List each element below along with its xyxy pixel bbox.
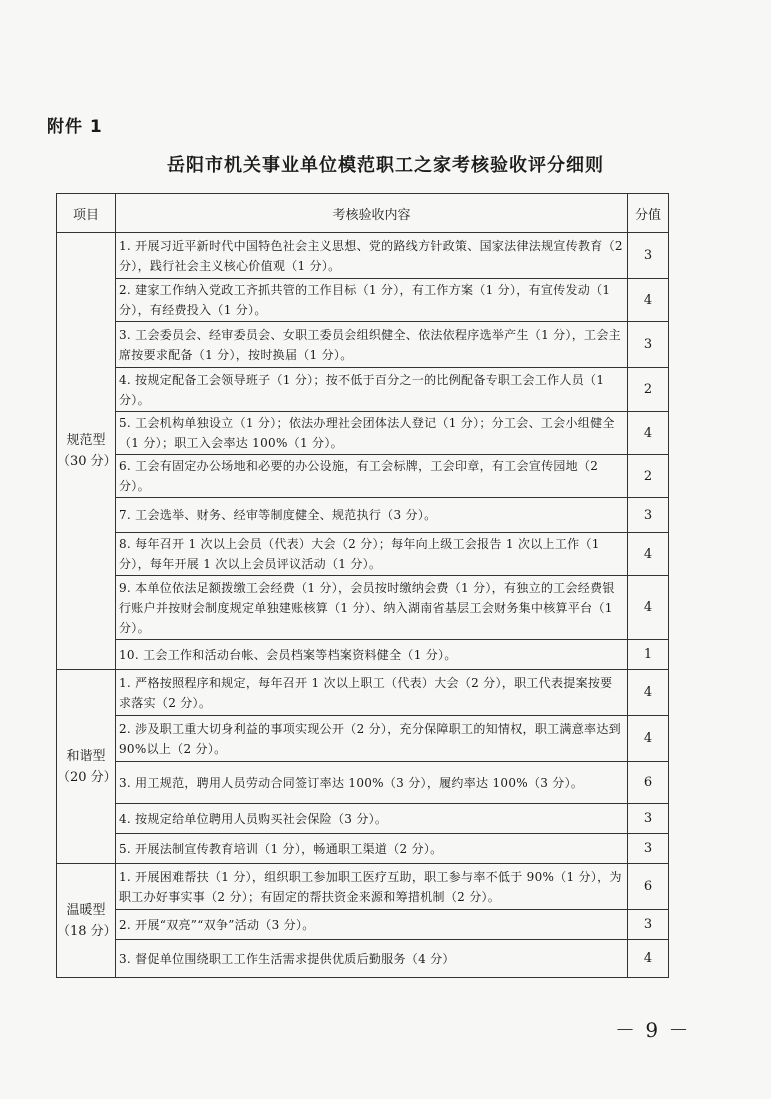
criteria-text: 2. 涉及职工重大切身利益的事项实现公开（2 分），充分保障职工的知情权，职工满意率达到 90%以上（2 分）。 <box>116 716 628 762</box>
scoring-table <box>56 193 669 978</box>
table-row <box>57 498 669 533</box>
criteria-text: 2. 开展“双亮”“双争”活动（3 分）。 <box>116 910 628 940</box>
score-value: 3 <box>628 322 669 368</box>
table-row <box>57 716 669 762</box>
score-value: 4 <box>628 716 669 762</box>
criteria-text: 10. 工会工作和活动台帐、会员档案等档案资料健全（1 分）。 <box>116 640 628 670</box>
score-value: 3 <box>628 804 669 834</box>
section-points: （20 分） <box>57 769 117 785</box>
criteria-text: 4. 按规定给单位聘用人员购买社会保险（3 分）。 <box>116 804 628 834</box>
score-value: 4 <box>628 576 669 640</box>
table-row <box>57 640 669 670</box>
score-value: 4 <box>628 412 669 455</box>
score-value: 6 <box>628 864 669 910</box>
document-title: 岳阳市机关事业单位模范职工之家考核验收评分细则 <box>167 155 604 176</box>
score-value: 4 <box>628 670 669 716</box>
score-value: 1 <box>628 640 669 670</box>
table-row <box>57 368 669 412</box>
header-score: 分值 <box>628 194 669 233</box>
table-row <box>57 233 669 279</box>
table-row <box>57 834 669 864</box>
criteria-text: 7. 工会选举、财务、经审等制度健全、规范执行（3 分）。 <box>116 498 628 533</box>
score-value: 2 <box>628 455 669 498</box>
table-row <box>57 412 669 455</box>
section-points: （18 分） <box>57 923 117 939</box>
section-cell <box>57 864 116 978</box>
table-row <box>57 576 669 640</box>
score-value: 3 <box>628 233 669 279</box>
page-number: － 9 － <box>615 1018 691 1042</box>
criteria-text: 1. 严格按照程序和规定，每年召开 1 次以上职工（代表）大会（2 分），职工代表提案按要求落实（2 分）。 <box>116 670 628 716</box>
score-value: 3 <box>628 498 669 533</box>
table-row <box>57 455 669 498</box>
table-row <box>57 762 669 804</box>
header-item: 项目 <box>57 194 116 233</box>
table-row <box>57 804 669 834</box>
criteria-text: 8. 每年召开 1 次以上会员（代表）大会（2 分）；每年向上级工会报告 1 次以上工作（1 分），每年开展 1 次以上会员评议活动（1 分）。 <box>116 533 628 576</box>
score-value: 4 <box>628 940 669 978</box>
section-name: 和谐型 <box>66 748 106 764</box>
criteria-text: 6. 工会有固定办公场地和必要的办公设施，有工会标牌，工会印章，有工会宣传园地（2 分）。 <box>116 455 628 498</box>
section-cell <box>57 670 116 864</box>
table-header-row <box>57 194 669 233</box>
score-value: 2 <box>628 368 669 412</box>
criteria-text: 3. 工会委员会、经审委员会、女职工委员会组织健全、依法依程序选举产生（1 分），工会主席按要求配备（1 分），按时换届（1 分）。 <box>116 322 628 368</box>
table-row <box>57 670 669 716</box>
table-row <box>57 322 669 368</box>
score-value: 3 <box>628 834 669 864</box>
score-value: 6 <box>628 762 669 804</box>
section-name: 规范型 <box>66 433 106 448</box>
criteria-text: 4. 按规定配备工会领导班子（1 分）；按不低于百分之一的比例配备专职工会工作人员（1 分）。 <box>116 368 628 412</box>
attachment-label: 附件 1 <box>47 117 103 137</box>
score-value: 4 <box>628 533 669 576</box>
table-row <box>57 533 669 576</box>
score-value: 3 <box>628 910 669 940</box>
criteria-text: 9. 本单位依法足额拨缴工会经费（1 分），会员按时缴纳会费（1 分），有独立的工会经费银行账户并按财会制度规定单独建账核算（1 分）、纳入湖南省基层工会财务集中核算平台（1 分）。 <box>116 576 628 640</box>
score-value: 4 <box>628 279 669 322</box>
criteria-text: 2. 建家工作纳入党政工齐抓共管的工作目标（1 分），有工作方案（1 分），有宣传发动（1 分），有经费投入（1 分）。 <box>116 279 628 322</box>
section-cell <box>57 233 116 670</box>
table-row <box>57 864 669 910</box>
criteria-text: 3. 督促单位围绕职工工作生活需求提供优质后勤服务（4 分） <box>116 940 628 978</box>
table-row <box>57 910 669 940</box>
criteria-text: 5. 工会机构单独设立（1 分）；依法办理社会团体法人登记（1 分）；分工会、工会小组健全（1 分）；职工入会率达 100%（1 分）。 <box>116 412 628 455</box>
criteria-text: 5. 开展法制宣传教育培训（1 分），畅通职工渠道（2 分）。 <box>116 834 628 864</box>
criteria-text: 3. 用工规范，聘用人员劳动合同签订率达 100%（3 分），履约率达 100%（3 分）。 <box>116 762 628 804</box>
section-points: （30 分） <box>57 454 117 469</box>
table-row <box>57 940 669 978</box>
header-content: 考核验收内容 <box>116 194 628 233</box>
criteria-text: 1. 开展困难帮扶（1 分），组织职工参加职工医疗互助，职工参与率不低于 90%（1 分），为职工办好事实事（2 分）；有固定的帮扶资金来源和筹措机制（2 分）。 <box>116 864 628 910</box>
section-name: 温暖型 <box>66 902 106 918</box>
table-row <box>57 279 669 322</box>
criteria-text: 1. 开展习近平新时代中国特色社会主义思想、党的路线方针政策、国家法律法规宣传教育（2 分），践行社会主义核心价值观（1 分）。 <box>116 233 628 279</box>
